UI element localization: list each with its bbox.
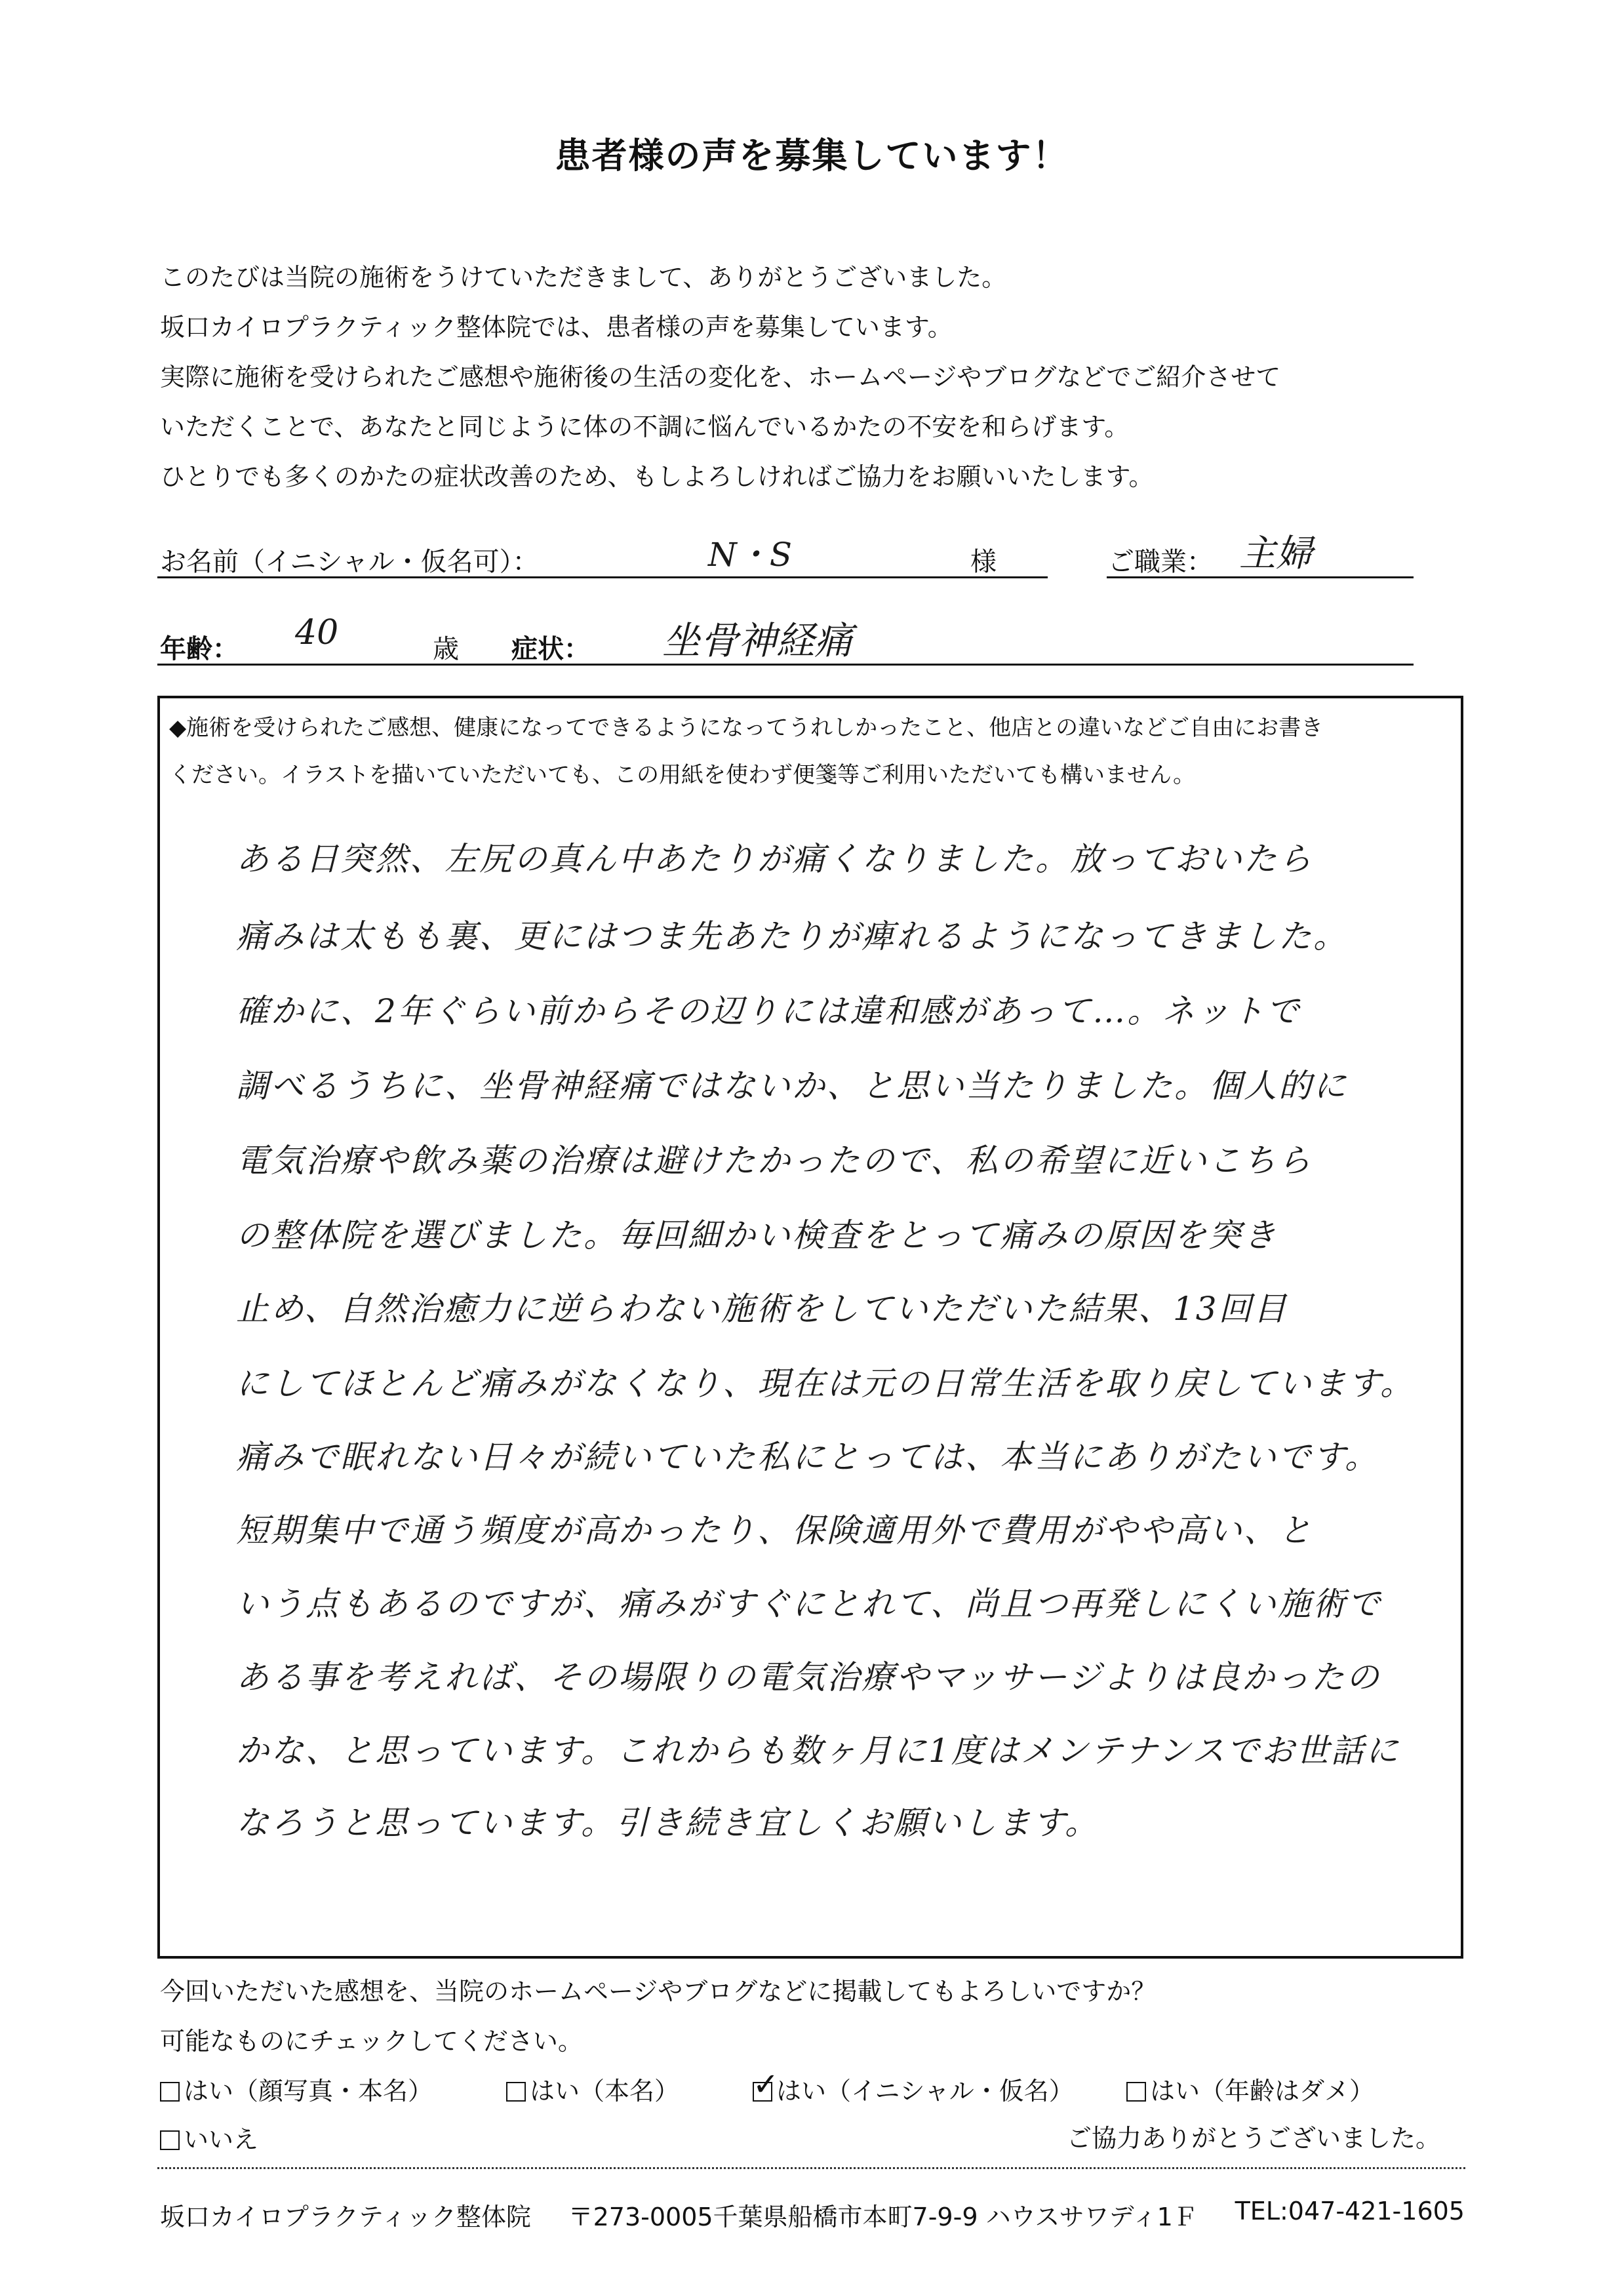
option-label: いいえ xyxy=(184,2125,259,2154)
option-no-age[interactable] xyxy=(1126,2071,1374,2107)
intro-text xyxy=(160,252,1471,502)
intro-line: 実際に施術を受けられたご感想や施術後の生活の変化を、ホームページやブログなどでご紹介させて xyxy=(160,363,1281,391)
box-instruction-line: ください。イラストを描いていただいても、この用紙を使わず便箋等ご利用いただいても構いません。 xyxy=(169,762,1196,788)
option-no[interactable] xyxy=(160,2119,258,2155)
option-realname[interactable] xyxy=(506,2071,679,2107)
clinic-name: 坂口カイロプラクティック整体院 xyxy=(160,2203,531,2231)
testimonial-line: 止め、自然治癒力に逆らわない施術をしていただいた結果、13回目 xyxy=(236,1290,1288,1328)
option-label: はい（顔写真・本名） xyxy=(184,2077,433,2105)
clinic-tel: TEL:047-421-1605 xyxy=(1235,2197,1465,2225)
intro-line: 坂口カイロプラクティック整体院では、患者様の声を募集しています。 xyxy=(160,313,953,342)
option-photo-realname[interactable] xyxy=(160,2071,433,2107)
testimonial-line: ある事を考えれば、その場限りの電気治療やマッサージよりは良かったの xyxy=(236,1658,1381,1696)
name-suffix: 様 xyxy=(970,547,997,577)
checkmark-icon: ✓ xyxy=(753,2066,780,2103)
testimonial-line: 短期集中で通う頻度が高かったり、保険適用外で費用がやや高い、と xyxy=(236,1511,1313,1549)
checkbox[interactable] xyxy=(506,2082,526,2102)
option-initials-alias[interactable] xyxy=(753,2066,1074,2107)
age-symptom-underline xyxy=(157,664,1414,666)
testimonial-line: 調べるうちに、坐骨神経痛ではないか、と思い当たりました。個人的に xyxy=(236,1067,1348,1105)
consent-question: 今回いただいた感想を、当院のホームページやブログなどに掲載してもよろしいですか？ xyxy=(160,1977,1157,2006)
checkbox[interactable] xyxy=(1126,2082,1146,2102)
occupation-underline xyxy=(1107,576,1414,578)
clinic-address: 〒273-0005千葉県船橋市本町7-9-9 ハウスサワディ1Ｆ xyxy=(568,2203,1198,2231)
option-label: はい（年齢はダメ） xyxy=(1150,2077,1375,2105)
option-label: はい（イニシャル・仮名） xyxy=(776,2077,1074,2105)
testimonial-line: 電気治療や飲み薬の治療は避けたかったので、私の希望に近いこちら xyxy=(236,1142,1313,1180)
checkbox-checked[interactable] xyxy=(753,2066,780,2103)
box-instruction-line: ◆施術を受けられたご感想、健康になってできるようになってうれしかったこと、他店との違いなどご自由にお書き xyxy=(169,715,1324,741)
intro-line: このたびは当院の施術をうけていただきまして、ありがとうございました。 xyxy=(160,263,1007,292)
box-instructions xyxy=(169,704,1454,799)
testimonial-line: 確かに、2年ぐらい前からその辺りには違和感があって…。ネットで xyxy=(236,992,1301,1030)
name-label: お名前（イニシャル・仮名可）： xyxy=(160,547,539,577)
footer-divider xyxy=(157,2167,1465,2169)
name-value[interactable]: N・S xyxy=(708,536,793,574)
testimonial-line: 痛みで眠れない日々が続いていた私にとっては、本当にありがたいです。 xyxy=(236,1438,1379,1476)
testimonial-line: かな、と思っています。これからも数ヶ月に1度はメンテナンスでお世話に xyxy=(236,1732,1400,1770)
testimonial-line: にしてほとんど痛みがなくなり、現在は元の日常生活を取り戻しています。 xyxy=(236,1365,1415,1403)
occupation-value[interactable]: 主婦 xyxy=(1239,532,1313,575)
age-label: 年齢： xyxy=(160,634,239,664)
testimonial-line: いう点もあるのですが、痛みがすぐにとれて、尚且つ再発しにくい施術で xyxy=(236,1585,1382,1623)
symptom-value[interactable]: 坐骨神経痛 xyxy=(662,618,853,663)
name-underline xyxy=(157,576,1048,578)
intro-line: ひとりでも多くのかたの症状改善のため、もしよろしければご協力をお願いいたします。 xyxy=(160,462,1154,491)
option-label: はい（本名） xyxy=(530,2077,680,2105)
testimonial-line: ある日突然、左尻の真ん中あたりが痛くなりました。放っておいたら xyxy=(236,840,1313,878)
testimonial-line: なろうと思っています。引き続き宜しくお願いします。 xyxy=(236,1804,1099,1842)
age-suffix: 歳 xyxy=(433,634,459,664)
checkbox[interactable] xyxy=(160,2130,180,2150)
footer xyxy=(160,2197,1465,2233)
symptom-label: 症状： xyxy=(511,634,590,664)
testimonial-line: 痛みは太もも裏、更にはつま先あたりが痺れるようになってきました。 xyxy=(236,917,1348,955)
checkbox[interactable] xyxy=(160,2082,180,2102)
testimonial-line: の整体院を選びました。毎回細かい検査をとって痛みの原因を突き xyxy=(236,1216,1278,1254)
intro-line: いただくことで、あなたと同じように体の不調に悩んでいるかたの不安を和らげます。 xyxy=(160,412,1130,441)
occupation-label: ご職業： xyxy=(1108,547,1213,577)
thanks-text: ご協力ありがとうございました。 xyxy=(1066,2124,1440,2153)
consent-prompt: 可能なものにチェックしてください。 xyxy=(160,2027,583,2056)
page-title: 患者様の声を募集しています！ xyxy=(555,135,1069,176)
age-value[interactable]: 40 xyxy=(295,613,339,652)
